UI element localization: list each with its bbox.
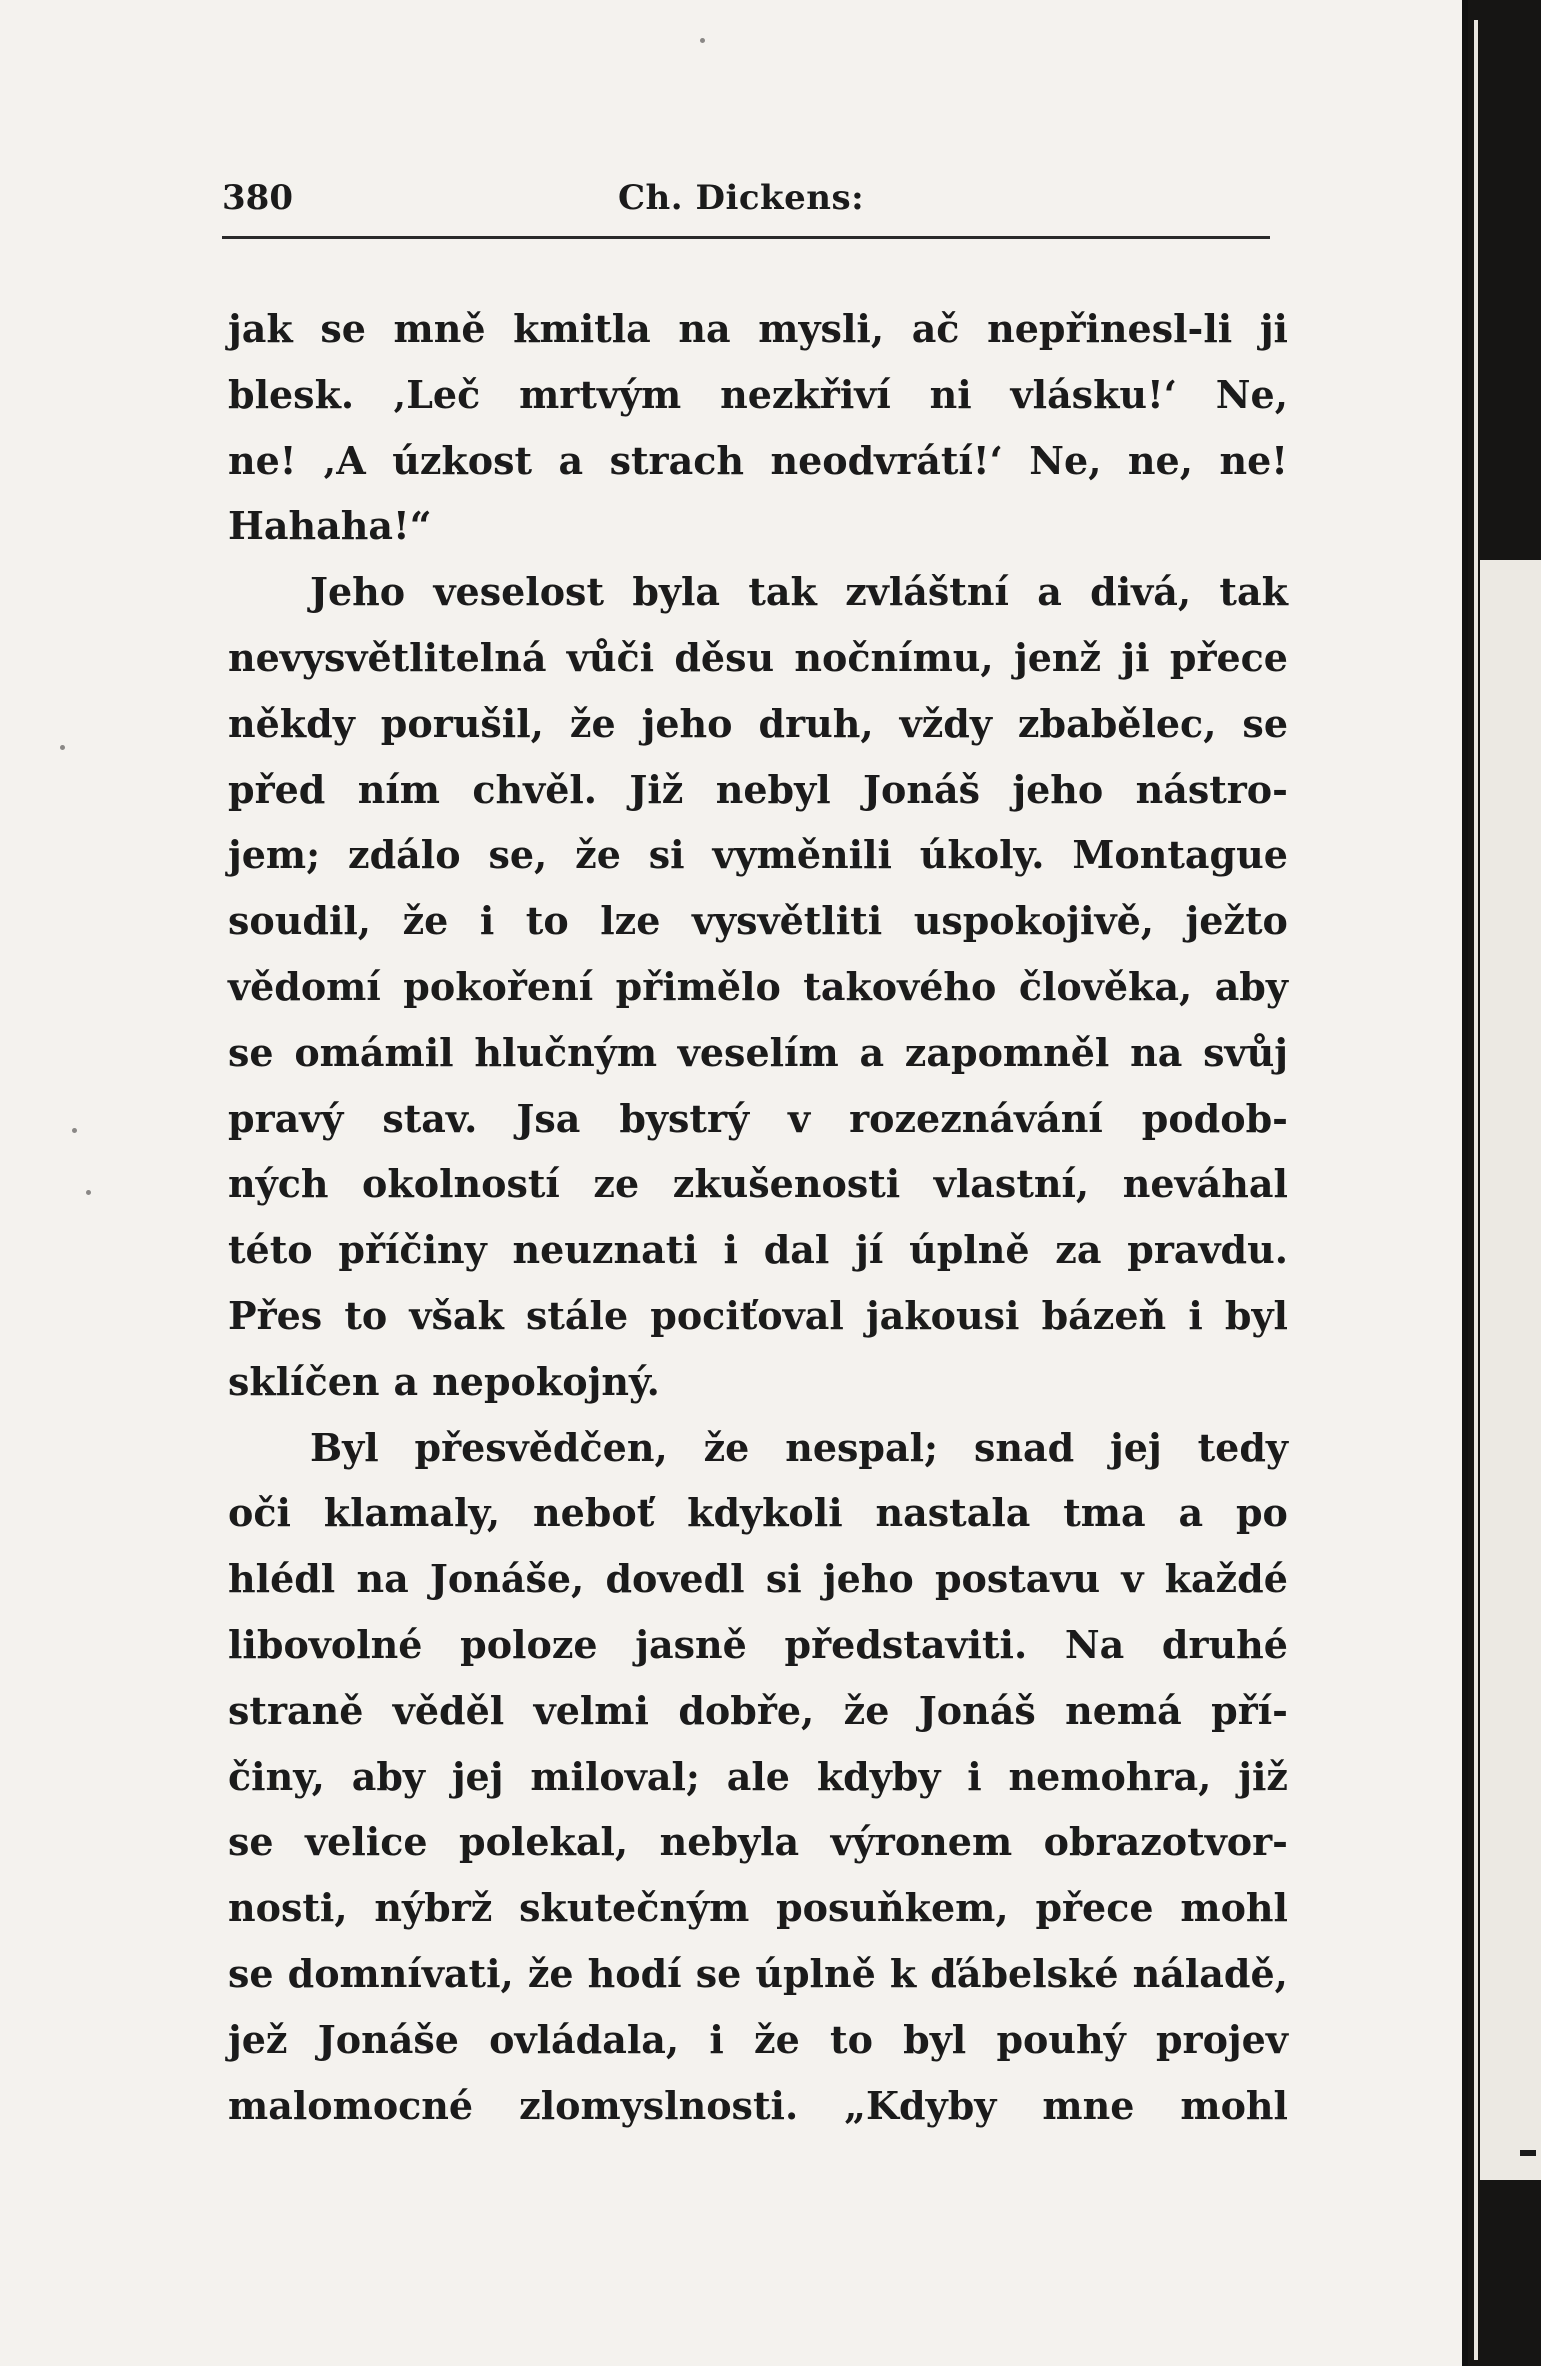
word: vědomí [228,963,381,1009]
word: veselost [433,569,605,615]
word: neboť [532,1490,655,1536]
word: polekal, [459,1819,629,1865]
word: ovládala, [489,2016,680,2062]
word: na [356,1556,409,1602]
word: tma [1063,1490,1146,1536]
word: zvláštní [845,569,1009,615]
word: mysli, [758,306,885,351]
word: že [527,1950,574,1996]
word: bázeň [1041,1292,1167,1338]
word: Ne, [1215,371,1288,417]
text-line [228,1546,1288,1612]
word: že [402,898,449,944]
word: Jonáš [863,766,980,812]
word: neváhal [1122,1161,1288,1207]
word: straně [228,1687,364,1733]
text-line [228,1678,1288,1744]
word: se [320,306,366,351]
word: ne, [1127,437,1193,483]
word: k [889,1950,917,1996]
word: nosti, [228,1885,348,1931]
word: Jonáše [317,2016,459,2062]
word: a [558,437,584,483]
word: ač [911,306,960,351]
word: pouhý [996,2016,1126,2062]
word: Jsa [516,1095,581,1141]
word: se, [488,832,548,878]
word: podob- [1141,1095,1288,1141]
word: někdy [228,700,355,746]
word: sklíčen [228,1358,380,1404]
text-line [228,1941,1288,2007]
word: příčiny [338,1227,487,1273]
word: tedy [1197,1424,1288,1470]
word: v [788,1095,811,1141]
text-line [228,559,1288,625]
word: jem; [228,832,321,878]
word: pří- [1211,1687,1288,1733]
word: vlastní, [933,1161,1090,1207]
scan-speck [700,38,705,43]
word: ne! [1219,437,1288,483]
word: vlásku!‘ [1010,371,1177,417]
word: obrazotvor- [1043,1819,1288,1865]
adjacent-page-edge [1474,20,1478,2360]
word: domnívati, [287,1950,514,1996]
word: to [344,1292,388,1338]
word: úkoly. [919,832,1045,878]
word: Jonáše, [429,1556,585,1602]
word: nezkřiví [720,371,891,417]
text-line [228,1875,1288,1941]
word: aby [1214,963,1288,1009]
word: nebyl [715,766,831,812]
word: vždy [899,700,992,746]
page-header [222,178,1272,234]
text-line [228,296,1288,362]
word: klamaly, [323,1490,501,1536]
text-line [228,1612,1288,1678]
word: zkušenosti [672,1161,901,1207]
word: byl [1224,1292,1288,1338]
text-line [228,1217,1288,1283]
word: hlédl [228,1556,336,1602]
word: vůči [566,634,655,680]
word: však [409,1292,504,1338]
word: a [1178,1490,1204,1536]
word: si [765,1556,802,1602]
text-line [228,1283,1288,1349]
word: pravý [228,1095,344,1141]
word: že [569,700,616,746]
word: dovedl [605,1556,745,1602]
text-line [228,1415,1288,1481]
word: nástro- [1135,766,1288,812]
word: neodvrátí!‘ [770,437,1003,483]
word: jeho [822,1556,914,1602]
word: mně [393,306,486,351]
adjacent-page-light [1480,560,1541,2180]
word: jež [228,2016,288,2062]
word: to [830,2016,873,2062]
word: divá, [1090,569,1192,615]
word: jej [451,1753,504,1799]
word: již [1238,1753,1288,1799]
text-line [228,691,1288,757]
word: činy, [228,1753,325,1799]
word: i [709,2016,724,2062]
word: mohl [1180,1885,1288,1931]
word: ďábelské [930,1950,1119,1996]
word: mohl [1180,2082,1288,2128]
word: v [1121,1556,1144,1602]
word: pokoření [403,963,594,1009]
word: ji [1121,634,1150,680]
word: jakousi [865,1292,1020,1338]
word: takového [803,963,997,1009]
word: byla [632,569,721,615]
word: že [575,832,621,878]
word: velmi [533,1687,649,1733]
word: se [228,1029,274,1075]
word: poloze [460,1621,598,1667]
word: soudil, [228,898,372,944]
word: zdálo [348,832,461,878]
word: skutečným [519,1885,750,1931]
word: vysvětliti [691,898,883,944]
word: před [228,766,326,812]
word: dal [763,1227,830,1273]
word: aby [351,1753,425,1799]
word: ne! [228,437,297,483]
word: chvěl. [472,766,598,812]
word: ných [228,1161,329,1207]
text-line [228,1480,1288,1546]
word: úplně [755,1950,876,1996]
word: že [754,2016,800,2062]
word: ni [929,371,972,417]
word: na [678,306,731,351]
word: se [1242,700,1288,746]
word: neuznati [512,1227,698,1273]
word: jeho [641,700,733,746]
word: jak [228,306,293,351]
word: přece [1169,634,1288,680]
text-line [228,362,1288,428]
text-line [228,1151,1288,1217]
word: vyměnili [712,832,892,878]
word: představiti. [784,1621,1028,1667]
text-line [228,888,1288,954]
word: Přes [228,1292,323,1338]
word: jenž [1013,634,1102,680]
word: veselím [677,1029,839,1075]
word: nespal; [785,1424,939,1470]
word: se [228,1950,274,1996]
word: porušil, [380,700,544,746]
word: hodí [587,1950,682,1996]
header-rule [222,236,1270,239]
word: že [703,1424,750,1470]
word: nočnímu, [794,634,994,680]
word: mne [1042,2082,1135,2128]
word: i [723,1227,738,1273]
word: stav. [382,1095,478,1141]
scan-speck [72,1128,77,1133]
word: zlomyslnosti. [519,2082,799,2128]
word: jasně [635,1621,747,1667]
word: nemohra, [1008,1753,1212,1799]
text-line [228,822,1288,888]
word: miloval; [530,1753,700,1799]
word: nevysvětlitelná [228,634,547,680]
word: rozeznávání [849,1095,1103,1141]
word: ‚Leč [392,371,481,417]
word: si [648,832,685,878]
word: po [1235,1490,1288,1536]
word: okolností [362,1161,560,1207]
word: svůj [1203,1029,1288,1075]
word: Montague [1072,832,1288,878]
word: na [1130,1029,1183,1075]
word: přimělo [615,963,781,1009]
word: oči [228,1490,291,1536]
text-line [228,1086,1288,1152]
text-line [228,757,1288,823]
word: to [525,898,569,944]
word: Jeho [310,569,406,615]
scan-speck [86,1190,91,1195]
word: zapomněl [904,1029,1110,1075]
word: pravdu. [1127,1227,1288,1273]
word: Na [1064,1621,1125,1667]
word: Hahaha!“ [228,503,432,549]
word: i [967,1753,982,1799]
text-line [228,1809,1288,1875]
word: ale [726,1753,790,1799]
word: snad [973,1424,1075,1470]
word: a [393,1358,419,1404]
word: jí [855,1227,884,1273]
word: i [479,898,495,944]
word: tak [1219,569,1288,615]
word: druhé [1161,1621,1288,1667]
word: ježto [1185,898,1288,944]
word: že [843,1687,890,1733]
word: Byl [310,1424,379,1470]
page-number: 380 [222,178,293,218]
word: nebyla [659,1819,800,1865]
word: projev [1155,2016,1288,2062]
word: pociťoval [650,1292,844,1338]
text-line [228,2007,1288,2073]
scan-speck [60,745,65,750]
word: hlučným [474,1029,658,1075]
word: nastala [875,1490,1031,1536]
word: se [228,1819,274,1865]
word: uspokojivě, [913,898,1154,944]
word: zbabělec, [1017,700,1217,746]
text-line [228,1744,1288,1810]
word: byl [903,2016,967,2062]
word: Ne, [1029,437,1102,483]
word: přece [1035,1885,1154,1931]
word: úplně [909,1227,1030,1273]
word: ze [593,1161,640,1207]
word: omámil [294,1029,454,1075]
word: bystrý [619,1095,750,1141]
word: posuňkem, [776,1885,1009,1931]
word: malomocné [228,2082,474,2128]
text-line [228,493,1288,559]
word: „Kdyby [844,2082,997,2128]
word: ním [357,766,440,812]
word: postavu [934,1556,1101,1602]
body-text [228,296,1288,2138]
word: a [1037,569,1062,615]
word: náladě, [1132,1950,1288,1996]
word: a [859,1029,885,1075]
word: i [1188,1292,1203,1338]
word: druh, [758,700,874,746]
text-line [228,625,1288,691]
word: Jonáš [918,1687,1036,1733]
word: této [228,1227,313,1273]
word: člověka, [1018,963,1193,1009]
text-line [228,428,1288,494]
word: lze [600,898,661,944]
word: strach [609,437,744,483]
word: za [1055,1227,1102,1273]
text-line [228,2073,1288,2139]
word: nýbrž [374,1885,493,1931]
word: kdyby [816,1753,941,1799]
word: mrtvým [519,371,682,417]
word: jej [1110,1424,1162,1470]
word: velice [305,1819,428,1865]
word: blesk. [228,371,355,417]
running-head: Ch. Dickens: [618,178,865,218]
word: tak [748,569,817,615]
word: stále [525,1292,629,1338]
word: věděl [392,1687,505,1733]
text-line [228,954,1288,1020]
adjacent-page-mark [1520,2150,1536,2156]
word: nepřinesl-li [987,306,1233,351]
word: děsu [674,634,775,680]
word: úzkost [392,437,533,483]
word: kmitla [513,306,651,351]
text-line [228,1349,1288,1415]
word: každé [1164,1556,1288,1602]
word: se [695,1950,742,1996]
word: dobře, [678,1687,815,1733]
word: kdykoli [687,1490,843,1536]
word: libovolné [228,1621,423,1667]
word: nepokojný. [432,1358,660,1404]
word: přesvědčen, [414,1424,668,1470]
text-line [228,1020,1288,1086]
word: Již [629,766,684,812]
word: výronem [830,1819,1013,1865]
word: jeho [1012,766,1104,812]
word: ji [1259,306,1288,351]
word: nemá [1065,1687,1182,1733]
word: ‚A [322,437,366,483]
